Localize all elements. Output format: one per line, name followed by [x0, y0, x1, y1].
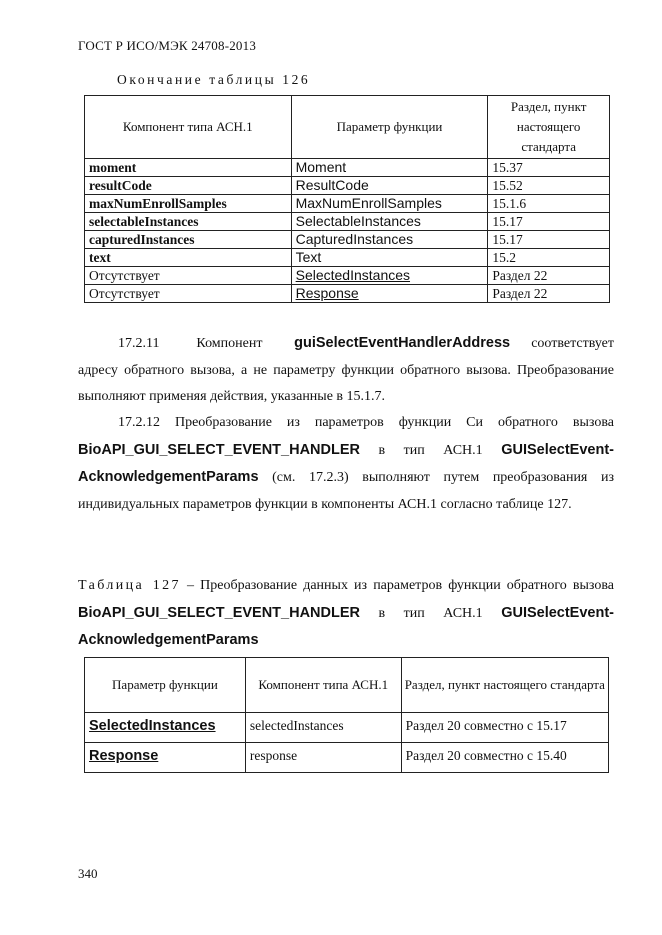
section-cell: 15.37	[488, 159, 610, 177]
section-cell: Раздел 22	[488, 285, 610, 303]
column-header: Компонент типа АСН.1	[85, 96, 292, 159]
caption-text: в тип АСН.1	[378, 605, 483, 621]
asn1-component-cell: resultCode	[85, 177, 292, 195]
asn1-type-name: GUISelectEvent-AcknowledgementParams	[78, 441, 615, 485]
section-cell: 15.2	[488, 249, 610, 267]
asn1-component-name: guiSelectEventHandlerAddress	[294, 335, 511, 351]
asn1-component-cell: Отсутствует	[85, 267, 292, 285]
table-label: Таблица 127	[78, 578, 181, 593]
paragraph-text: в тип АСН.1	[378, 442, 483, 458]
clause-word: Компонент	[196, 336, 263, 351]
table-127-caption	[78, 573, 614, 655]
paragraph-text: соответствует адресу обратного вызова, а не параметру функции обратного вызова. Преобразование выполняют применяя действия, указанные в 15.1.7.	[78, 336, 615, 404]
function-parameter-link: Response	[295, 285, 359, 301]
table-row	[85, 285, 610, 303]
table-126	[84, 95, 610, 303]
table-row	[85, 177, 610, 195]
column-header: Параметр функции	[85, 658, 246, 713]
section-cell: Раздел 20 совместно с 15.40	[401, 743, 608, 773]
section-cell: 15.17	[488, 213, 610, 231]
section-cell: 15.17	[488, 231, 610, 249]
function-parameter-cell: ResultCode	[291, 177, 488, 195]
column-header: Раздел, пункт настоящего стандарта	[401, 658, 608, 713]
column-header: Параметр функции	[291, 96, 488, 159]
paragraph-text: (см. 17.2.3) выполняют путем преобразования из индивидуальных параметров функции в компоненты АСН.1 согласно таблице 127.	[78, 470, 615, 512]
table-row	[85, 195, 610, 213]
function-parameter-cell: Text	[291, 249, 488, 267]
table-row	[85, 249, 610, 267]
asn1-component-cell: response	[245, 743, 401, 773]
asn1-component-cell: maxNumEnrollSamples	[85, 195, 292, 213]
function-parameter-cell: CapturedInstances	[291, 231, 488, 249]
function-parameter-cell	[291, 285, 488, 303]
table-row	[85, 267, 610, 285]
paragraph-17-2-11	[78, 330, 614, 411]
table-126-caption: Окончание таблицы 126	[117, 72, 311, 87]
page-number: 340	[78, 866, 98, 881]
table-row	[85, 231, 610, 249]
asn1-component-cell: Отсутствует	[85, 285, 292, 303]
function-parameter-cell	[291, 267, 488, 285]
function-parameter-link: SelectedInstances	[295, 267, 411, 283]
asn1-component-cell: selectableInstances	[85, 213, 292, 231]
c-type-name: BioAPI_GUI_SELECT_EVENT_HANDLER	[78, 604, 360, 621]
function-parameter-cell: Response	[85, 743, 246, 773]
asn1-type-name: GUISelectEvent-AcknowledgementParams	[78, 604, 615, 648]
asn1-component-cell: text	[85, 249, 292, 267]
section-cell: 15.52	[488, 177, 610, 195]
asn1-component-cell: capturedInstances	[85, 231, 292, 249]
table-127	[84, 657, 609, 773]
section-cell: Раздел 20 совместно с 15.17	[401, 713, 608, 743]
function-parameter-cell: SelectableInstances	[291, 213, 488, 231]
c-type-name: BioAPI_GUI_SELECT_EVENT_HANDLER	[78, 441, 360, 458]
table-row	[85, 159, 610, 177]
function-parameter-cell: SelectedInstances	[85, 713, 246, 743]
document-header: ГОСТ Р ИСО/МЭК 24708-2013	[78, 38, 257, 53]
section-cell: Раздел 22	[488, 267, 610, 285]
table-row	[85, 713, 609, 743]
function-parameter-cell: Moment	[291, 159, 488, 177]
table-row	[85, 213, 610, 231]
paragraph-text: 17.2.12 Преобразование из параметров функции Си обратного вызова	[118, 415, 614, 430]
asn1-component-cell: moment	[85, 159, 292, 177]
column-header: Компонент типа АСН.1	[245, 658, 401, 713]
column-header: Раздел, пункт настоящего стандарта	[488, 96, 610, 159]
caption-text: – Преобразование данных из параметров функции обратного вызова	[187, 578, 615, 593]
paragraph-17-2-12	[78, 410, 614, 518]
asn1-component-cell: selectedInstances	[245, 713, 401, 743]
function-parameter-cell: MaxNumEnrollSamples	[291, 195, 488, 213]
clause-number: 17.2.11	[118, 336, 160, 351]
table-row	[85, 743, 609, 773]
section-cell: 15.1.6	[488, 195, 610, 213]
